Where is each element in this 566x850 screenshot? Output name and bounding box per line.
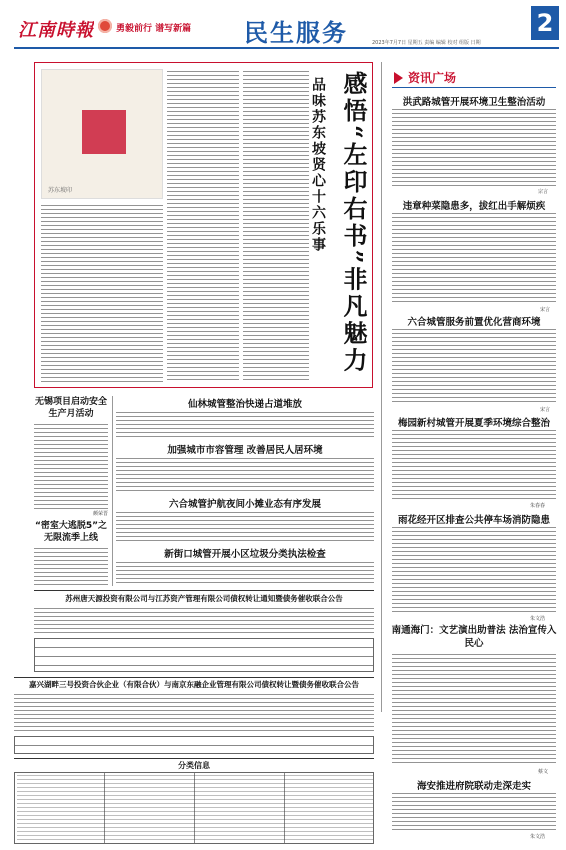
lower-center-article-2-body [116,458,374,492]
section-title: 民生服务 [244,18,348,47]
sidebar-article-2-body [392,213,556,305]
slogan: 勇毅前行 谱写新篇 [116,24,192,34]
classifieds-rule [14,758,374,759]
paper-name: 江南時報 [18,20,94,41]
notice-2-title: 嘉兴湖畔三号投资合伙企业（有限合伙）与南京东融企业管理有限公司债权转让暨债务催收联合公告 [29,680,359,689]
notice-2 [14,680,374,756]
lower-center-article-1-body [116,412,374,438]
lower-center-article-4-title: 新街口城管开展小区垃圾分类执法检查 [164,549,326,560]
feature-body-col-left [41,205,163,383]
classifieds [14,760,374,844]
sidebar-header [392,68,556,88]
sidebar-article-4-body [392,430,556,500]
classifieds-grid-lines [17,775,373,843]
notice-1 [34,594,374,674]
sidebar-header-title: 资讯广场 [408,71,457,85]
feature-body-col-mid [243,71,309,383]
flower-logo-icon [98,19,112,33]
notice-1-title: 苏州唐天源投资有限公司与江苏资产管理有限公司债权转让通知暨债务催收联合公告 [65,594,343,603]
sidebar-divider [381,62,382,712]
sidebar [388,62,560,842]
lower-center-article-3-title: 六合城管护航夜间小摊业态有序发展 [168,499,321,510]
lower-left-divider [112,396,113,586]
feature-subhead-vertical: 品味苏东坡贤心十六乐事 [310,77,326,253]
notice-1-table [34,638,374,672]
lower-left-article-1-body [34,424,108,510]
sidebar-article-6-tag: 蔡文 [538,769,549,775]
notice-2-body [14,694,374,734]
sidebar-article-3-tag: 宋言 [540,407,551,413]
lower-center-article-1-title: 仙林城管整治快递占道堆放 [187,399,302,410]
arrow-icon [394,72,403,84]
sidebar-article-4-title: 梅园新村城管开展夏季环境综合整治 [397,418,550,429]
sidebar-article-4-tag: 朱春春 [530,503,546,509]
sidebar-article-7-tag: 朱文浩 [530,834,546,840]
sidebar-article-5-tag: 朱文浩 [530,616,546,622]
sidebar-article-1-title: 洪武路城管开展环境卫生整治活动 [402,97,546,108]
sidebar-article-6-body [392,654,556,766]
sidebar-article-5-body [392,527,556,613]
sidebar-article-2-tag: 宋言 [540,307,551,313]
sidebar-article-2-title: 违章种菜隐患多，拔红出手解烦疾 [402,201,546,212]
sidebar-article-1-body [392,109,556,187]
lower-center-article-2-title: 加强城市市容管理 改善居民人居环境 [167,445,323,456]
notices-top-rule [34,590,374,591]
notice-2-table [14,736,374,754]
sidebar-article-7-title: 海安推进府院联动走深走实 [416,781,531,792]
sidebar-article-1-tag: 宗言 [538,189,549,195]
classifieds-title: 分类信息 [178,761,210,770]
lower-left-article-1-title: 无锡项目启动安全生产月活动 [34,397,107,419]
lower-center-article-3-body [116,512,374,542]
classifieds-grid [14,772,374,844]
feature-headline-vertical: 感悟“左印右书”非凡魅力 [339,71,368,375]
lower-left-column [34,396,108,586]
notice-1-body [34,608,374,634]
seal-image [41,69,163,199]
sidebar-article-7-body [392,793,556,831]
feature-body-col-right [167,71,239,383]
lower-left-article-2-body [34,548,108,588]
sidebar-article-1 [388,94,560,108]
masthead-rule [14,47,559,49]
lower-center [116,396,374,586]
sidebar-article-5-title: 雨花经开区排查公共停车场消防隐患 [397,515,550,526]
sidebar-article-6-title: 南通海门：文艺演出助普法 法治宣传入民心 [391,625,557,649]
lower-center-article-4-body [116,562,374,584]
notices-mid-rule [14,677,374,678]
feature-article [34,62,373,388]
lower-left-article-2-title: “密室大逃脱5”之无限流季上线 [34,521,108,543]
sidebar-article-3-body [392,329,556,405]
masthead [0,0,566,52]
page-number: 2 [531,6,559,40]
seal-stamp [82,110,126,154]
sidebar-article-3-title: 六合城管服务前置优化营商环境 [407,317,541,328]
lower-left-article-1-tag: 颜荣晋 [92,511,108,517]
date-line: 2023年7月7日 星期五 责编 编辑 校对 组版 日期 [372,40,481,46]
seal-caption: 苏东坡印 [48,187,73,194]
